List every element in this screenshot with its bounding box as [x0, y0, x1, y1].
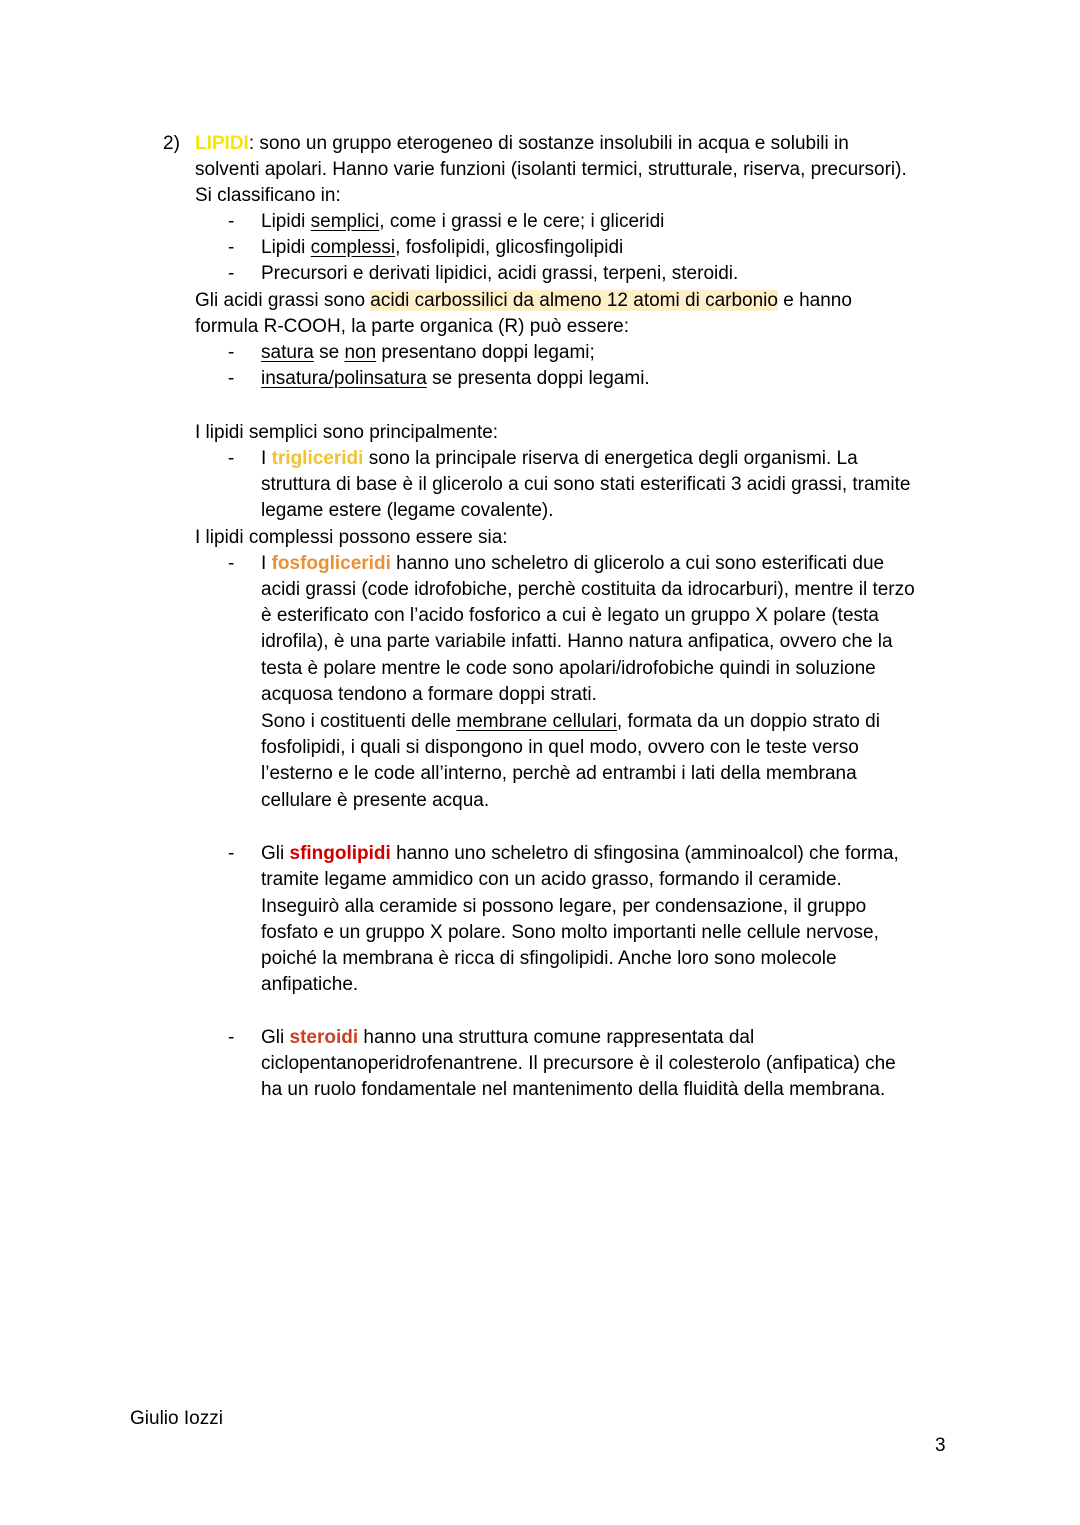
- section-number: 2): [163, 133, 180, 154]
- section-intro-line-3: Si classificano in:: [195, 185, 341, 206]
- fosfogliceridi-line-10: cellulare è presente acqua.: [261, 790, 490, 811]
- list-item-satura: satura se non presentano doppi legami;: [261, 342, 595, 363]
- fosfogliceridi-line-5: testa è polare mentre le code sono apolari/idrofobiche quindi in soluzione: [261, 658, 876, 679]
- bullet-dash: -: [228, 843, 235, 864]
- list-item-lipidi-semplici: Lipidi semplici, come i grassi e le cere; i gliceridi: [261, 211, 665, 232]
- fosfogliceridi-line-7: Sono i costituenti delle membrane cellulari, formata da un doppio strato di: [261, 711, 880, 732]
- page-number: 3: [935, 1435, 946, 1456]
- sfingolipidi-line-3: Inseguirò alla ceramide si possono legare, per condensazione, il gruppo: [261, 896, 867, 917]
- section-title-lipidi: LIPIDI: [195, 133, 249, 154]
- list-item-precursori: Precursori e derivati lipidici, acidi grassi, terpeni, steroidi.: [261, 263, 739, 284]
- sfingolipidi-line-2: tramite legame ammidico con un acido grasso, formando il ceramide.: [261, 869, 842, 890]
- bullet-dash: -: [228, 368, 235, 389]
- fosfogliceridi-line-3: è esterificato con l’acido fosforico a cui è legato un gruppo X polare (testa: [261, 605, 879, 626]
- term-steroidi: steroidi: [289, 1027, 359, 1048]
- term-trigliceridi: trigliceridi: [271, 448, 364, 469]
- section-intro-line-2: solventi apolari. Hanno varie funzioni (isolanti termici, strutturale, riserva, precursori).: [195, 159, 907, 180]
- list-item-insatura: insatura/polinsatura se presenta doppi legami.: [261, 368, 650, 389]
- bullet-dash: -: [228, 237, 235, 258]
- bullet-dash: -: [228, 263, 235, 284]
- trigliceridi-line-3: legame estere (legame covalente).: [261, 500, 554, 521]
- fosfogliceridi-line-6: acquosa tendono a formare doppi strati.: [261, 684, 597, 705]
- steroidi-line-1: Gli steroidi hanno una struttura comune rappresentata dal: [261, 1027, 755, 1048]
- term-sfingolipidi: sfingolipidi: [289, 843, 391, 864]
- sfingolipidi-line-1: Gli sfingolipidi hanno uno scheletro di sfingosina (amminoalcol) che forma,: [261, 843, 899, 864]
- sfingolipidi-line-5: poiché la membrana è ricca di sfingolipidi. Anche loro sono molecole: [261, 948, 837, 969]
- fosfogliceridi-line-2: acidi grassi (code idrofobiche, perchè costituita da idrocarburi), mentre il terzo: [261, 579, 915, 600]
- steroidi-line-2: ciclopentanoperidrofenantrene. Il precursore è il colesterolo (anfipatica) che: [261, 1053, 896, 1074]
- bullet-dash: -: [228, 342, 235, 363]
- footer-author: Giulio Iozzi: [130, 1408, 223, 1429]
- section-intro-line-1: LIPIDI: sono un gruppo eterogeneo di sostanze insolubili in acqua e solubili in: [195, 133, 849, 154]
- bullet-dash: -: [228, 448, 235, 469]
- bullet-dash: -: [228, 553, 235, 574]
- fosfogliceridi-line-4: idrofila), è una parte variabile infatti. Hanno natura anfipatica, ovvero che la: [261, 631, 893, 652]
- fatty-acids-line-2: formula R-COOH, la parte organica (R) può essere:: [195, 316, 629, 337]
- highlight: acidi carbossilici da almeno 12 atomi di carbonio: [370, 290, 778, 311]
- complex-lipids-heading: I lipidi complessi possono essere sia:: [195, 527, 508, 548]
- sfingolipidi-line-4: fosfato e un gruppo X polare. Sono molto importanti nelle cellule nervose,: [261, 922, 879, 943]
- term-fosfogliceridi: fosfogliceridi: [271, 553, 391, 574]
- steroidi-line-3: ha un ruolo fondamentale nel mantenimento della fluidità della membrana.: [261, 1079, 886, 1100]
- fosfogliceridi-line-1: I fosfogliceridi hanno uno scheletro di glicerolo a cui sono esterificati due: [261, 553, 885, 574]
- trigliceridi-line-1: I trigliceridi sono la principale riserva di energetica degli organismi. La: [261, 448, 858, 469]
- fosfogliceridi-line-9: l’esterno e le code all’interno, perchè ad entrambi i lati della membrana: [261, 763, 857, 784]
- simple-lipids-heading: I lipidi semplici sono principalmente:: [195, 422, 499, 443]
- fatty-acids-line-1: Gli acidi grassi sono acidi carbossilici da almeno 12 atomi di carbonio e hanno: [195, 290, 852, 311]
- bullet-dash: -: [228, 211, 235, 232]
- fosfogliceridi-line-8: fosfolipidi, i quali si dispongono in quel modo, ovvero con le teste verso: [261, 737, 859, 758]
- list-item-lipidi-complessi: Lipidi complessi, fosfolipidi, glicosfingolipidi: [261, 237, 624, 258]
- trigliceridi-line-2: struttura di base è il glicerolo a cui sono stati esterificati 3 acidi grassi, tramite: [261, 474, 911, 495]
- bullet-dash: -: [228, 1027, 235, 1048]
- sfingolipidi-line-6: anfipatiche.: [261, 974, 359, 995]
